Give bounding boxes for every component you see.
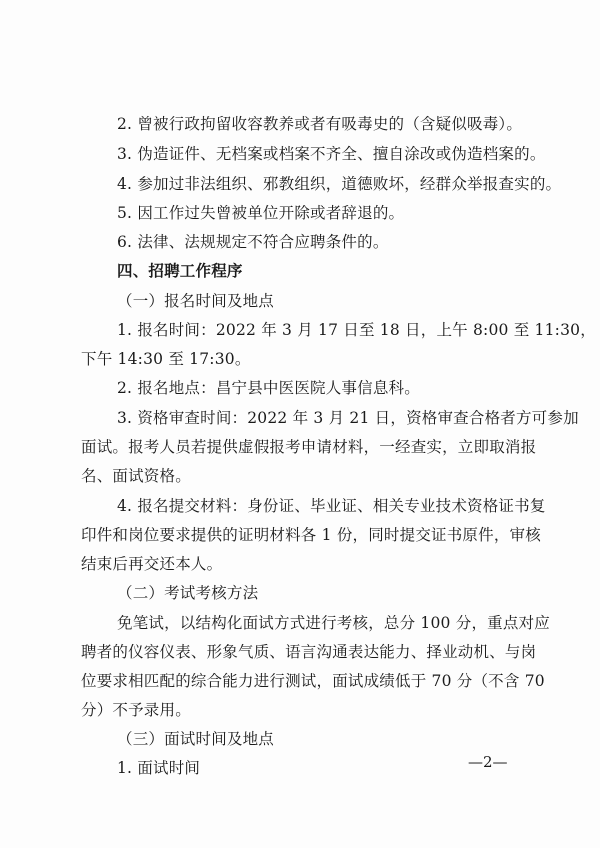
text-line: 4. 报名提交材料：身份证、毕业证、相关专业技术资格证书复 bbox=[117, 497, 546, 515]
text-line: 结束后再交还本人。 bbox=[81, 555, 223, 573]
text-line: 6. 法律、法规规定不符合应聘条件的。 bbox=[117, 233, 389, 251]
text-line: 分）不予录用。 bbox=[81, 701, 191, 719]
text-line: 下午 14:30 至 17:30。 bbox=[81, 350, 251, 368]
page-number: —2— bbox=[468, 753, 508, 771]
text-line: 1. 报名时间：2022 年 3 月 17 日至 18 日，上午 8:00 至 11:30， bbox=[117, 321, 596, 339]
text-line: 聘者的仪容仪表、形象气质、语言沟通表达能力、择业动机、与岗 bbox=[81, 643, 537, 661]
subsection-heading: （三）面试时间及地点 bbox=[117, 730, 275, 748]
text-line: 3. 伪造证件、无档案或档案不齐全、擅自涂改或伪造档案的。 bbox=[117, 145, 546, 163]
text-line: 3. 资格审查时间：2022 年 3 月 21 日，资格审查合格者方可参加 bbox=[117, 409, 579, 427]
text-line: 1. 面试时间 bbox=[117, 759, 201, 777]
subsection-heading: （一）报名时间及地点 bbox=[117, 292, 275, 310]
text-line: 5. 因工作过失曾被单位开除或者辞退的。 bbox=[117, 204, 405, 222]
text-line: 2. 曾被行政拘留收容教养或者有吸毒史的（含疑似吸毒）。 bbox=[117, 115, 523, 133]
section-heading: 四、招聘工作程序 bbox=[117, 262, 243, 280]
text-line: 面试。报考人员若提供虚假报考申请材料，一经查实，立即取消报 bbox=[81, 438, 537, 456]
text-line: 2. 报名地点：昌宁县中医医院人事信息科。 bbox=[117, 379, 420, 397]
text-line: 位要求相匹配的综合能力进行测试，面试成绩低于 70 分（不含 70 bbox=[81, 672, 545, 690]
text-line: 4. 参加过非法组织、邪教组织，道德败坏，经群众举报查实的。 bbox=[117, 175, 562, 193]
text-line: 印件和岗位要求提供的证明材料各 1 份，同时提交证书原件，审核 bbox=[81, 526, 541, 544]
subsection-heading: （二）考试考核方法 bbox=[117, 584, 259, 602]
text-line: 名、面试资格。 bbox=[81, 467, 191, 485]
text-line: 免笔试，以结构化面试方式进行考核，总分 100 分，重点对应 bbox=[117, 614, 550, 632]
